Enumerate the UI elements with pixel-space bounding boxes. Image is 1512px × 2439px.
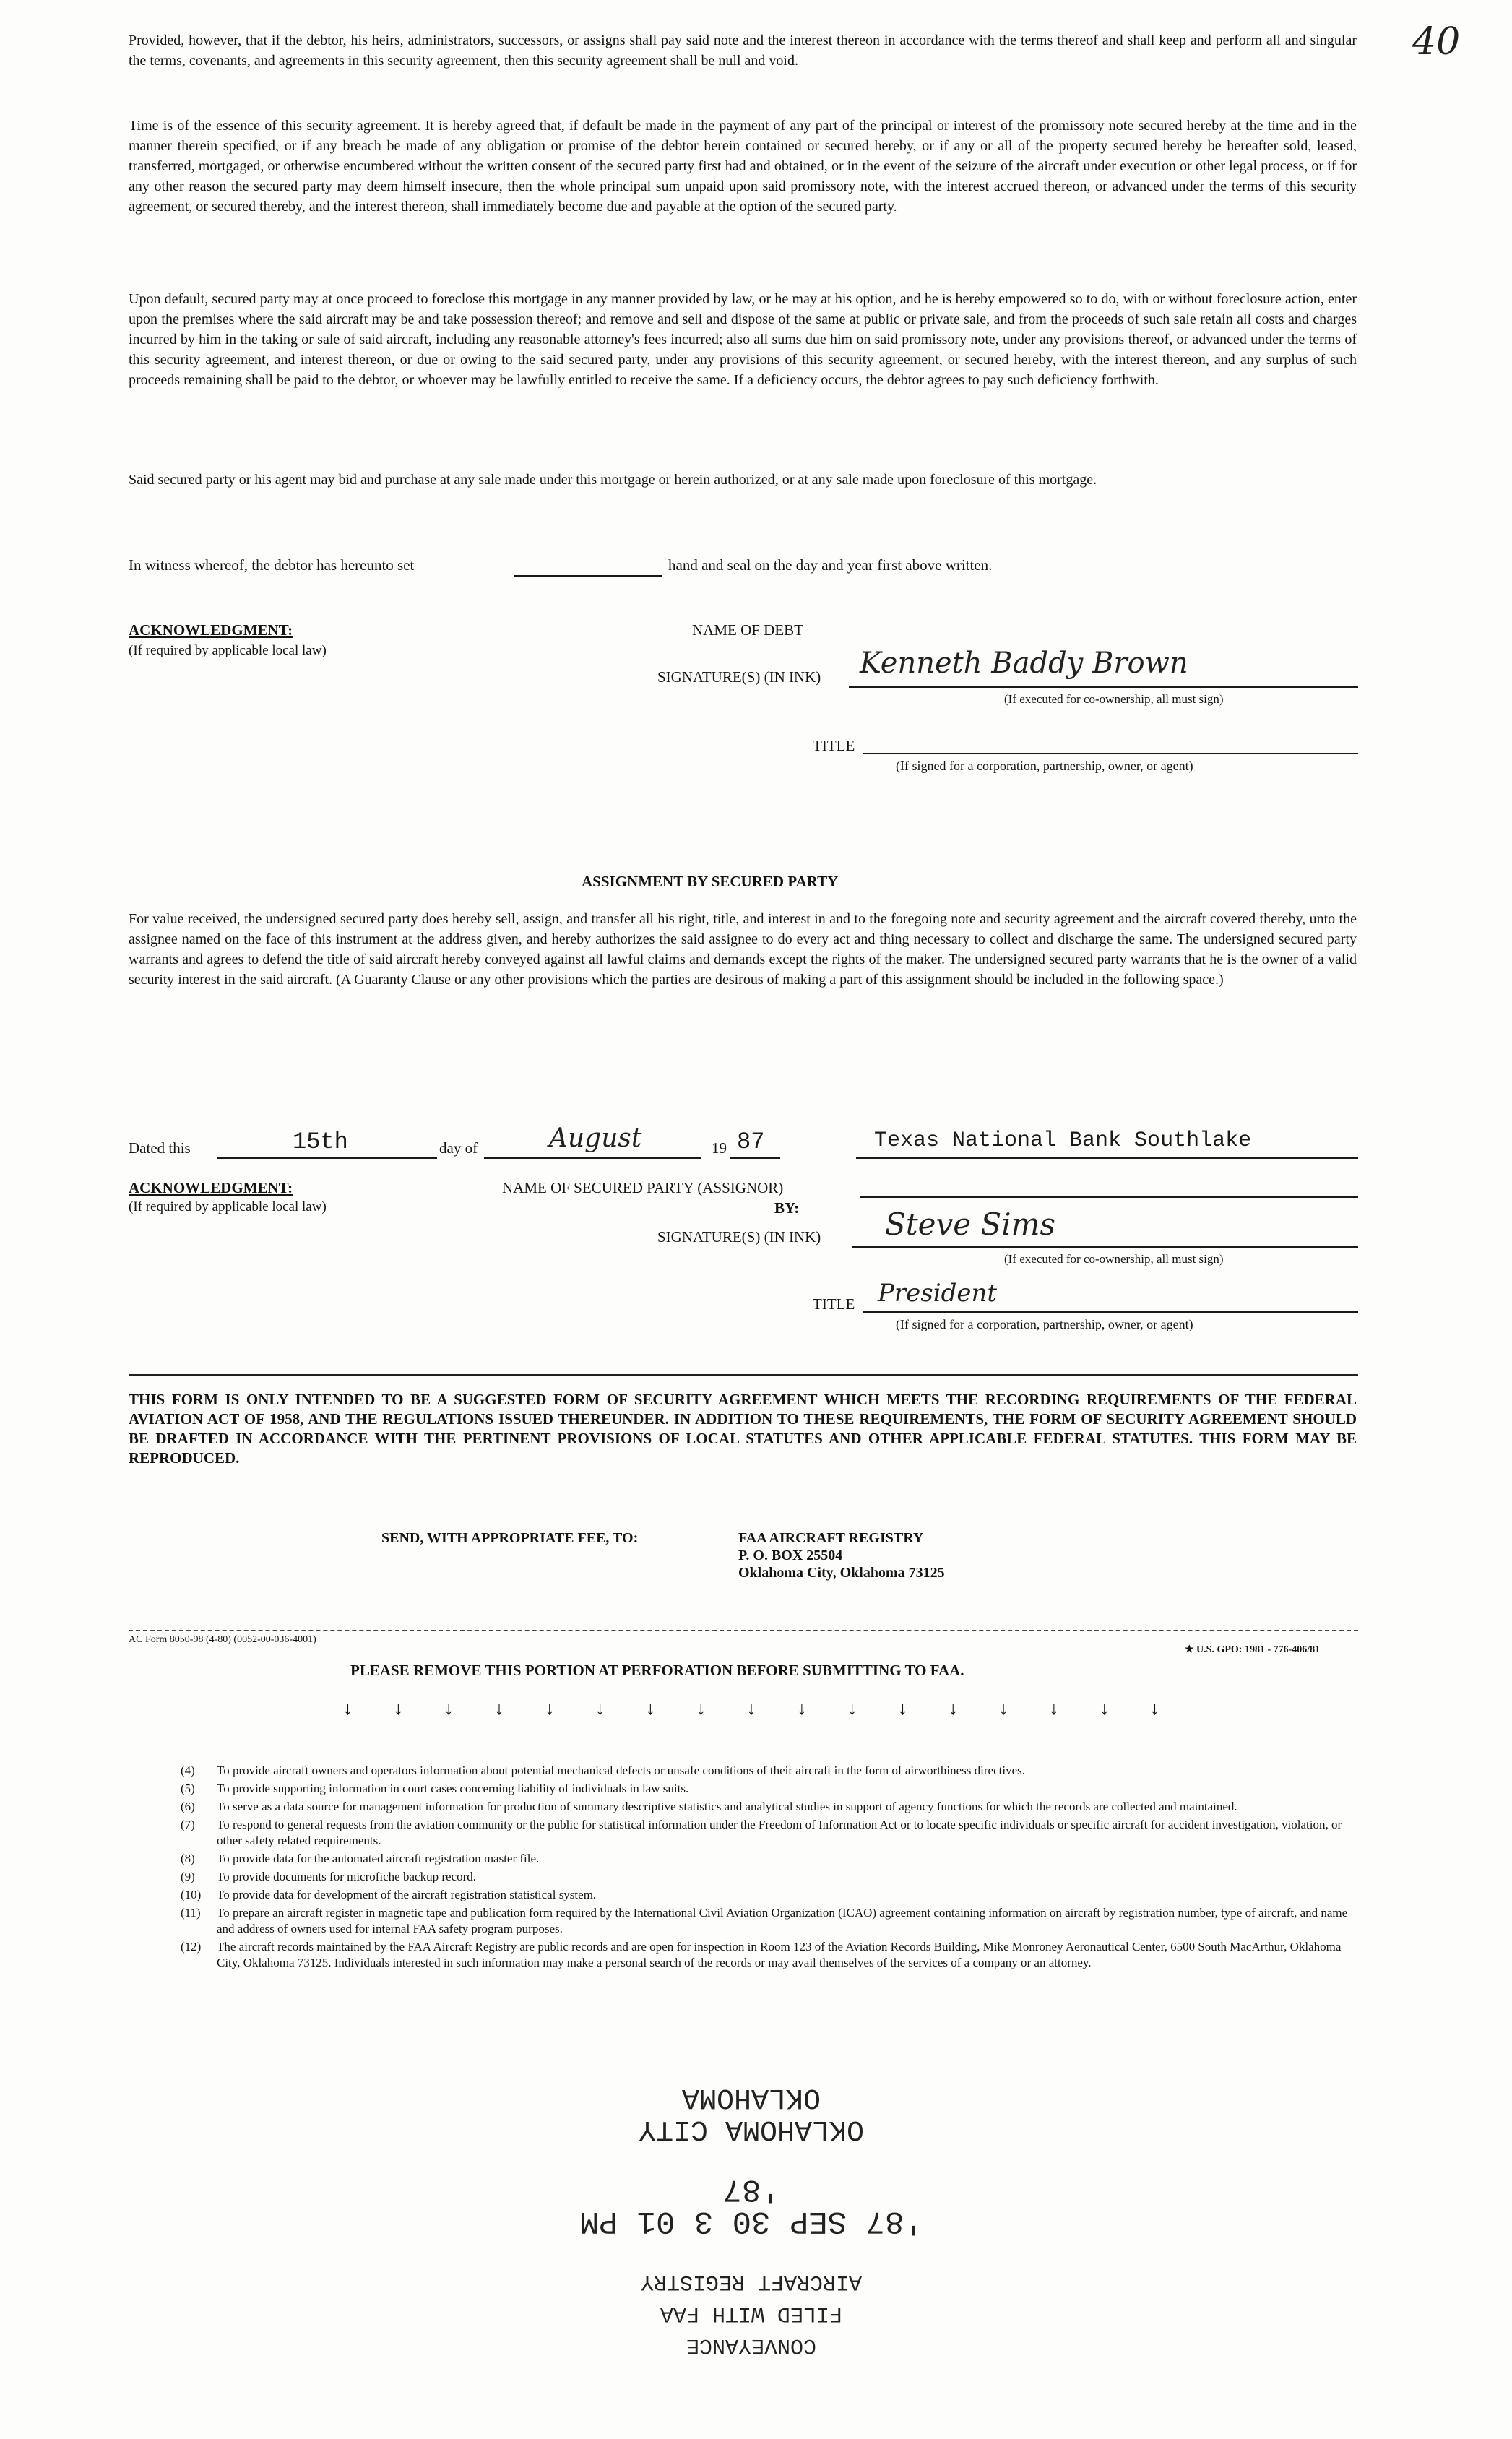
- form-number: AC Form 8050-98 (4-80) (0052-00-036-4001): [129, 1634, 316, 1645]
- assignor-signature-label: SIGNATURE(S) (IN INK): [657, 1228, 821, 1246]
- assignor-name-label: NAME OF SECURED PARTY (ASSIGNOR): [502, 1179, 784, 1196]
- send-label: SEND, WITH APPROPRIATE FEE, TO:: [381, 1530, 639, 1546]
- witness-hand-blank[interactable]: [514, 575, 662, 577]
- list-item: (9) To provide documents for microfiche backup record.: [181, 1870, 476, 1883]
- list-item: (8) To provide data for the automated aircraft registration master file.: [181, 1852, 540, 1865]
- upon-default-paragraph: Upon default, secured party may at once proceed to foreclose this mortgage in any manner provided by law, or he may at his option, and he is hereby empowered so to do, with or without foreclosure action, enter upon the premises where the said aircraft may be and take possession thereof; and remove and sell and dispose of the same at public or private sale, and from the proceeds of such sale retain all costs and charges incurred by him in the taking or sale of said aircraft, including any reasonable attorney's fees incurred; also all sums due him on said promissory note, under any provisions thereof, or advanced under the terms of this security agreement, and interest thereon, or due or owing to the said secured party, under any provisions of this security agreement, or secured hereby, with the interest thereon, and any surplus of such proceeds remaining shall be paid to the debtor, or whoever may be lawfully entitled to receive the same. If a deficiency occurs, the debtor agrees to pay such deficiency forthwith.: [129, 291, 1357, 388]
- list-item: (7) To respond to general requests from the aviation community or the public for statistical information under the Freedom of Information Act or to locate specific individuals or specific aircraft for accident investigation, violation, or other safety related requirements.: [181, 1818, 1342, 1847]
- stamp-line-4: AIRCRAFT REGISTRY: [640, 2269, 863, 2294]
- month-blank[interactable]: [484, 1157, 701, 1159]
- down-arrow-icon: ↓: [998, 1698, 1008, 1719]
- day-label: day of: [439, 1139, 478, 1157]
- assignor-ack-label: ACKNOWLEDGMENT:: [129, 1179, 293, 1196]
- debtor-title-note: (If signed for a corporation, partnership, owner, or agent): [896, 759, 1193, 773]
- assignor-signature: Steve Sims: [885, 1206, 1056, 1242]
- down-arrow-icon: ↓: [897, 1698, 907, 1719]
- send-line2: P. O. BOX 25504: [738, 1547, 843, 1563]
- assignor-title-note: (If signed for a corporation, partnership, owner, or agent): [896, 1317, 1193, 1331]
- assignor-coownership-note: (If executed for co-ownership, all must sign): [1004, 1252, 1224, 1266]
- witness-prefix: In witness whereof, the debtor has hereunto set: [129, 556, 415, 574]
- down-arrow-icon: ↓: [545, 1698, 555, 1719]
- down-arrow-icon: ↓: [797, 1698, 807, 1719]
- debtor-name-label: NAME OF DEBT: [692, 621, 804, 639]
- assignment-body: For value received, the undersigned secured party does hereby sell, assign, and transfer all his right, title, and interest in and to the foregoing note and security agreement and the aircraft covered thereby, unto the assignee named on the face of this instrument at the address given, and hereby authorizes the said assignee to do every act and thing necessary to collect and discharge the same. The undersigned secured party warrants and agrees to defend the title of said aircraft hereby conveyed against all lawful claims and demands except the rights of the maker. The undersigned secured party warrants that he is the owner of a valid security interest in the said aircraft. (A Guaranty Clause or any other provisions which the parties are desirous of making a part of this assignment should be included in the following space.): [129, 911, 1357, 988]
- debtor-signature-label: SIGNATURE(S) (IN INK): [657, 668, 821, 686]
- assignor-ack-note: (If required by applicable local law): [129, 1199, 327, 1214]
- secured-party-line[interactable]: [856, 1157, 1358, 1159]
- said-secured-paragraph: Said secured party or his agent may bid and purchase at any sale made under this mortgage or herein authorized, or at any sale made upon foreclosure of this mortgage.: [129, 472, 1097, 488]
- down-arrow-icon: ↓: [1100, 1698, 1110, 1719]
- day-value: 15th: [293, 1128, 348, 1155]
- by-label: BY:: [774, 1199, 800, 1217]
- perforation-arrows: [343, 1698, 1159, 1719]
- form-notice: THIS FORM IS ONLY INTENDED TO BE A SUGGESTED FORM OF SECURITY AGREEMENT WHICH MEETS THE RECORDING REQUIREMENTS OF THE FEDERAL AVIATION ACT OF 1958, AND THE REGULATIONS ISSUED THEREUNDER. IN ADDITION TO THESE REQUIREMENTS, THE FORM OF SECURITY AGREEMENT SHOULD BE DRAFTED IN ACCORDANCE WITH THE PERTINENT PROVISIONS OF LOCAL STATUTES AND OTHER APPLICABLE FEDERAL STATUTES. THIS FORM MAY BE REPRODUCED.: [129, 1391, 1357, 1467]
- debtor-signature-line[interactable]: [849, 686, 1358, 688]
- debtor-coownership-note: (If executed for co-ownership, all must sign): [1004, 692, 1224, 706]
- year-blank[interactable]: [730, 1157, 780, 1159]
- stamp-line-2: OKLAHOMA CITY: [638, 2112, 865, 2145]
- notice-divider: [129, 1374, 1358, 1376]
- down-arrow-icon: ↓: [696, 1698, 706, 1719]
- assignment-heading: ASSIGNMENT BY SECURED PARTY: [582, 873, 839, 890]
- day-blank[interactable]: [217, 1157, 437, 1159]
- routine-uses-list: [181, 1763, 1358, 1973]
- list-item: (12) The aircraft records maintained by the FAA Aircraft Registry are public records and are open for inspection in Room 123 of the Aviation Records Building, Mike Monroney Aeronautical Center, 6500 South MacArthur, Oklahoma City, Oklahoma 73125. Individuals interested in such information may make a personal search of the records or may avail themselves of the services of a company or an attorney.: [181, 1940, 1342, 1969]
- down-arrow-icon: ↓: [393, 1698, 403, 1719]
- list-item: (10) To provide data for development of the aircraft registration statistical system.: [181, 1888, 597, 1901]
- down-arrow-icon: ↓: [645, 1698, 655, 1719]
- page-number-handwritten: 40: [1412, 20, 1461, 64]
- down-arrow-icon: ↓: [948, 1698, 958, 1719]
- dated-label: Dated this: [129, 1139, 191, 1157]
- list-item: (6) To serve as a data source for management information for production of summary descriptive statistics and analytical studies in support of agency functions for which the records are collected and maintained.: [181, 1800, 1237, 1813]
- gpo-imprint: ★ U.S. GPO: 1981 - 776-406/81: [1185, 1644, 1321, 1655]
- down-arrow-icon: ↓: [444, 1698, 454, 1719]
- stamp-line-6: CONVEYANCE: [686, 2333, 817, 2357]
- list-item: (4) To provide aircraft owners and operators information about potential mechanical defects or unsafe conditions of their aircraft in the form of airworthiness directives.: [181, 1764, 1025, 1777]
- time-essence-paragraph: Time is of the essence of this security agreement. It is hereby agreed that, if default be made in the payment of any part of the principal or interest of the promissory note secured hereby at the time and in the manner therein specified, or if any breach be made of any obligation or promise of the debtor herein contained or secured hereby, or if any or all of the property secured hereby be hereafter sold, leased, transferred, mortgaged, or otherwise encumbered without the written consent of the secured party first had and obtained, or in the event of the seizure of the aircraft under execution or other legal process, or if for any other reason the secured party may deem himself insecure, then the whole principal sum unpaid upon said promissory note, with the interest accrued thereon, or advanced under the terms of this security agreement, or secured thereby, and the interest thereon, shall immediately become due and payable at the option of the secured party.: [129, 118, 1357, 215]
- debtor-ack-note: (If required by applicable local law): [129, 643, 327, 658]
- stamp-line-3: '87 SEP 30 3 01 PM '87: [579, 2171, 923, 2239]
- down-arrow-icon: ↓: [847, 1698, 857, 1719]
- assignor-title-value: President: [878, 1279, 998, 1308]
- year-value: 87: [737, 1128, 765, 1155]
- debtor-signature: Kenneth Baddy Brown: [860, 647, 1188, 680]
- down-arrow-icon: ↓: [1150, 1698, 1159, 1719]
- debtor-ack-label: ACKNOWLEDGMENT:: [129, 621, 293, 639]
- assignor-signature-line[interactable]: [852, 1246, 1358, 1248]
- provided-paragraph: Provided, however, that if the debtor, his heirs, administrators, successors, or assigns shall pay said note and the interest thereon in accordance with the terms thereof and shall keep and perform all and singular the terms, covenants, and agreements in this security agreement, then this security agreement shall be null and void.: [129, 33, 1357, 69]
- down-arrow-icon: ↓: [595, 1698, 605, 1719]
- assignor-title-line[interactable]: [863, 1311, 1358, 1313]
- month-value: August: [549, 1123, 642, 1153]
- year-prefix: 19: [712, 1139, 727, 1157]
- down-arrow-icon: ↓: [494, 1698, 504, 1719]
- secured-party-value: Texas National Bank Southlake: [874, 1128, 1252, 1153]
- stamp-line-1: OKLAHOMA: [681, 2081, 821, 2113]
- down-arrow-icon: ↓: [1049, 1698, 1059, 1719]
- assignor-title-label: TITLE: [813, 1295, 855, 1313]
- send-line3: Oklahoma City, Oklahoma 73125: [738, 1565, 945, 1581]
- filing-stamp: [549, 2081, 954, 2361]
- down-arrow-icon: ↓: [746, 1698, 756, 1719]
- list-item: (11) To prepare an aircraft register in magnetic tape and publication form required by the International Civil Aviation Organization (ICAO) agreement containing information on aircraft by registration number, type of aircraft, and name and address of owners used for internal FAA safety program purposes.: [181, 1906, 1348, 1935]
- assignor-name-line[interactable]: [860, 1196, 1358, 1198]
- list-item: (5) To provide supporting information in court cases concerning liability of individuals in law suits.: [181, 1782, 689, 1795]
- down-arrow-icon: ↓: [343, 1698, 353, 1719]
- send-line1: FAA AIRCRAFT REGISTRY: [738, 1530, 924, 1546]
- witness-suffix: hand and seal on the day and year first above written.: [668, 556, 993, 574]
- remove-notice: PLEASE REMOVE THIS PORTION AT PERFORATION BEFORE SUBMITTING TO FAA.: [350, 1662, 964, 1679]
- debtor-title-line[interactable]: [863, 753, 1358, 754]
- debtor-title-label: TITLE: [813, 737, 855, 754]
- stamp-line-5: FILED WITH FAA: [660, 2301, 843, 2326]
- perforation-line: [129, 1630, 1358, 1631]
